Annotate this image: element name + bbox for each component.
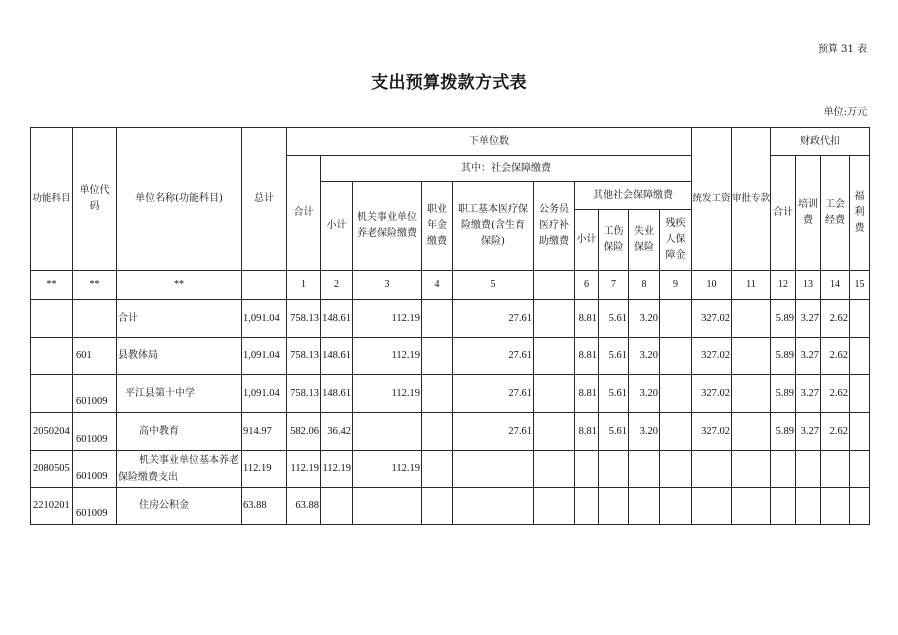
table-row: [31, 451, 870, 488]
func-code: 2210201: [31, 488, 73, 525]
disability-fund-value: [660, 300, 692, 338]
unit-name: 合计: [117, 300, 242, 338]
ss-subtotal-value: 148.61: [321, 375, 353, 413]
unified-salary-value: 327.02: [692, 375, 732, 413]
unified-salary-value: 327.02: [692, 338, 732, 375]
column-number: 5: [453, 271, 534, 300]
header-disability-fund: 残疾人保障金: [660, 210, 692, 271]
other-ss-subtotal-value: [575, 488, 599, 525]
training-fee-value: 3.27: [796, 413, 821, 451]
other-ss-subtotal-value: [575, 451, 599, 488]
welfare-fee-value: [850, 300, 870, 338]
header-grand-total: 总计: [242, 128, 287, 271]
ss-subtotal-value: 36.42: [321, 413, 353, 451]
unit-code: 601009: [73, 488, 117, 525]
unit-code: 601009: [73, 375, 117, 413]
table-row: [31, 375, 870, 413]
column-number: 3: [353, 271, 422, 300]
pension-value: [353, 488, 422, 525]
column-number: 7: [599, 271, 629, 300]
union-dues-value: 2.62: [821, 338, 850, 375]
header-unemployment: 失业保险: [629, 210, 660, 271]
fiscal-total-value: 5.89: [771, 375, 796, 413]
budget-table: [30, 127, 870, 525]
grand-total-value: 914.97: [242, 413, 287, 451]
grand-total-value: 1,091.04: [242, 338, 287, 375]
column-number: 15: [850, 271, 870, 300]
column-number: 2: [321, 271, 353, 300]
training-fee-value: 3.27: [796, 300, 821, 338]
civil-servant-medical-value: [534, 375, 575, 413]
header-union: 工会经费: [821, 156, 850, 271]
welfare-fee-value: [850, 488, 870, 525]
column-number: 12: [771, 271, 796, 300]
header-civil-servant-medical: 公务员医疗补助缴费: [534, 182, 575, 271]
civil-servant-medical-value: [534, 338, 575, 375]
fiscal-total-value: 5.89: [771, 300, 796, 338]
training-fee-value: [796, 451, 821, 488]
table-row: [31, 488, 870, 525]
fiscal-total-value: [771, 488, 796, 525]
column-number: 13: [796, 271, 821, 300]
work-injury-value: 5.61: [599, 375, 629, 413]
training-fee-value: [796, 488, 821, 525]
header-other-social-security: 其他社会保障缴费: [575, 182, 692, 210]
medical-insurance-value: 27.61: [453, 413, 534, 451]
work-injury-value: [599, 488, 629, 525]
pension-value: [353, 413, 422, 451]
column-number-blank: [242, 271, 287, 300]
header-approved-special: 审批专款: [732, 128, 771, 271]
grand-total-value: 112.19: [242, 451, 287, 488]
lower-total-value: 112.19: [287, 451, 321, 488]
disability-fund-value: [660, 338, 692, 375]
column-number: 4: [422, 271, 453, 300]
unified-salary-value: 327.02: [692, 413, 732, 451]
page-title: 支出预算拨款方式表: [371, 73, 527, 93]
header-lower-total: 合计: [287, 156, 321, 271]
medical-insurance-value: 27.61: [453, 338, 534, 375]
unemployment-value: [629, 451, 660, 488]
unemployment-value: [629, 488, 660, 525]
header-func-subject: 功能科目: [31, 128, 73, 271]
civil-servant-medical-value: [534, 300, 575, 338]
header-training: 培训费: [796, 156, 821, 271]
ss-subtotal-value: 148.61: [321, 300, 353, 338]
approved-special-value: [732, 488, 771, 525]
unemployment-value: 3.20: [629, 338, 660, 375]
func-code: 2080505: [31, 451, 73, 488]
header-medical-insurance: 职工基本医疗保险缴费(含生育保险): [453, 182, 534, 271]
union-dues-value: [821, 451, 850, 488]
pension-value: 112.19: [353, 375, 422, 413]
header-welfare: 福利费: [850, 156, 870, 271]
lower-total-value: 758.13: [287, 375, 321, 413]
training-fee-value: 3.27: [796, 338, 821, 375]
unit-code: 601009: [73, 413, 117, 451]
lower-total-value: 758.13: [287, 338, 321, 375]
column-number: 6: [575, 271, 599, 300]
column-number: 14: [821, 271, 850, 300]
approved-special-value: [732, 413, 771, 451]
lower-total-value: 63.88: [287, 488, 321, 525]
work-injury-value: 5.61: [599, 413, 629, 451]
header-pension: 机关事业单位养老保险缴费: [353, 182, 422, 271]
pension-value: 112.19: [353, 451, 422, 488]
occupational-annuity-value: [422, 451, 453, 488]
header-occupational-annuity: 职业年金缴费: [422, 182, 453, 271]
disability-fund-value: [660, 451, 692, 488]
medical-insurance-value: 27.61: [453, 300, 534, 338]
column-number: 9: [660, 271, 692, 300]
column-number: 1: [287, 271, 321, 300]
approved-special-value: [732, 300, 771, 338]
func-code: [31, 338, 73, 375]
ss-subtotal-value: 148.61: [321, 338, 353, 375]
header-lower-units: 下单位数: [287, 128, 692, 156]
other-ss-subtotal-value: 8.81: [575, 413, 599, 451]
unit-code: 601: [73, 338, 117, 375]
func-code: [31, 300, 73, 338]
unemployment-value: 3.20: [629, 300, 660, 338]
welfare-fee-value: [850, 413, 870, 451]
table-row: [31, 338, 870, 375]
header-row: [31, 128, 870, 156]
lower-total-value: 582.06: [287, 413, 321, 451]
unified-salary-value: [692, 451, 732, 488]
fiscal-total-value: 5.89: [771, 413, 796, 451]
header-work-injury: 工伤保险: [599, 210, 629, 271]
column-number: **: [31, 271, 73, 300]
civil-servant-medical-value: [534, 413, 575, 451]
unit-label: 单位:万元: [823, 107, 867, 118]
other-ss-subtotal-value: 8.81: [575, 375, 599, 413]
unit-code: [73, 300, 117, 338]
medical-insurance-value: [453, 451, 534, 488]
header-fiscal-total: 合计: [771, 156, 796, 271]
column-number: **: [117, 271, 242, 300]
welfare-fee-value: [850, 451, 870, 488]
column-number: 8: [629, 271, 660, 300]
medical-insurance-value: 27.61: [453, 375, 534, 413]
column-number-blank: [534, 271, 575, 300]
column-number: **: [73, 271, 117, 300]
disability-fund-value: [660, 488, 692, 525]
lower-total-value: 758.13: [287, 300, 321, 338]
civil-servant-medical-value: [534, 451, 575, 488]
unit-name: 平江县第十中学: [117, 375, 242, 413]
unit-name: 县教体局: [117, 338, 242, 375]
occupational-annuity-value: [422, 300, 453, 338]
header-unified-salary: 统发工资: [692, 128, 732, 271]
unemployment-value: 3.20: [629, 413, 660, 451]
work-injury-value: 5.61: [599, 338, 629, 375]
pension-value: 112.19: [353, 338, 422, 375]
medical-insurance-value: [453, 488, 534, 525]
disability-fund-value: [660, 375, 692, 413]
union-dues-value: 2.62: [821, 375, 850, 413]
grand-total-value: 1,091.04: [242, 375, 287, 413]
welfare-fee-value: [850, 338, 870, 375]
header-unit-code: 单位代码: [73, 128, 117, 271]
work-injury-value: [599, 451, 629, 488]
table-row: [31, 413, 870, 451]
occupational-annuity-value: [422, 488, 453, 525]
other-ss-subtotal-value: 8.81: [575, 300, 599, 338]
unified-salary-value: [692, 488, 732, 525]
header-ss-subtotal: 小计: [321, 182, 353, 271]
unified-salary-value: 327.02: [692, 300, 732, 338]
header-unit-name: 单位名称(功能科目): [117, 128, 242, 271]
civil-servant-medical-value: [534, 488, 575, 525]
union-dues-value: [821, 488, 850, 525]
header-social-security: 其中：社会保障缴费: [321, 156, 692, 182]
approved-special-value: [732, 451, 771, 488]
occupational-annuity-value: [422, 413, 453, 451]
approved-special-value: [732, 338, 771, 375]
fiscal-total-value: [771, 451, 796, 488]
unit-name: 住房公积金: [117, 488, 242, 525]
grand-total-value: 63.88: [242, 488, 287, 525]
unemployment-value: 3.20: [629, 375, 660, 413]
unit-name: 高中教育: [117, 413, 242, 451]
form-number: 预算 31 表: [817, 44, 867, 55]
occupational-annuity-value: [422, 375, 453, 413]
union-dues-value: 2.62: [821, 300, 850, 338]
ss-subtotal-value: 112.19: [321, 451, 353, 488]
header-other-subtotal: 小计: [575, 210, 599, 271]
unit-code: 601009: [73, 451, 117, 488]
table-row: [31, 300, 870, 338]
header-fiscal-withholding: 财政代扣: [771, 128, 870, 156]
other-ss-subtotal-value: 8.81: [575, 338, 599, 375]
column-number: 10: [692, 271, 732, 300]
union-dues-value: 2.62: [821, 413, 850, 451]
func-code: 2050204: [31, 413, 73, 451]
work-injury-value: 5.61: [599, 300, 629, 338]
approved-special-value: [732, 375, 771, 413]
pension-value: 112.19: [353, 300, 422, 338]
disability-fund-value: [660, 413, 692, 451]
grand-total-value: 1,091.04: [242, 300, 287, 338]
func-code: [31, 375, 73, 413]
unit-name: 机关事业单位基本养老保险缴费支出: [117, 451, 242, 488]
ss-subtotal-value: [321, 488, 353, 525]
column-number: 11: [732, 271, 771, 300]
welfare-fee-value: [850, 375, 870, 413]
column-number-row: [31, 271, 870, 300]
occupational-annuity-value: [422, 338, 453, 375]
fiscal-total-value: 5.89: [771, 338, 796, 375]
training-fee-value: 3.27: [796, 375, 821, 413]
